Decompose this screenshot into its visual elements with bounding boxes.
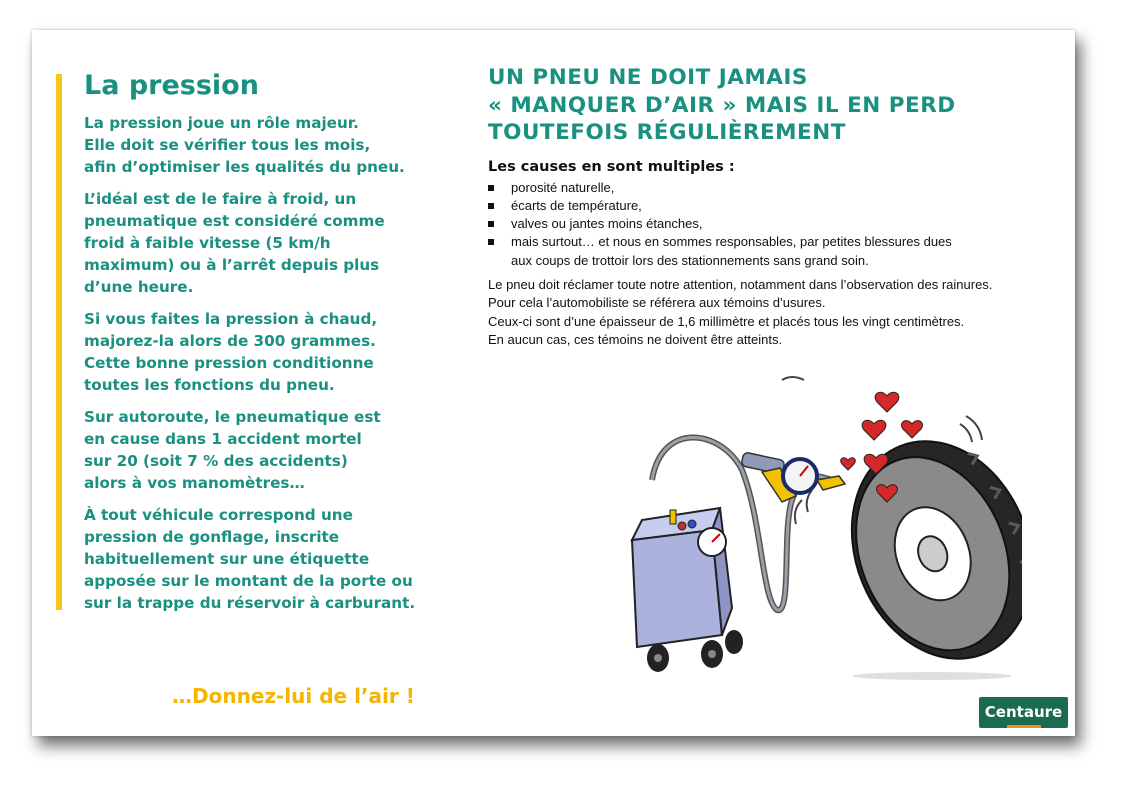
cause-line: mais surtout… et nous en sommes responsables, par petites blessures dues [511, 234, 952, 250]
right-title [488, 64, 1058, 147]
logo-stripe [1007, 725, 1041, 728]
cause-line: écarts de température, [511, 197, 642, 213]
paragraph-line: en cause dans 1 accident mortel [84, 430, 362, 448]
paragraph-line: alors à vos manomètres… [84, 474, 305, 492]
paragraph-line: froid à faible vitesse (5 km/h [84, 234, 331, 252]
body-line: Pour cela l’automobiliste se référera aux témoins d’usures. [488, 295, 826, 311]
paragraph-line: La pression joue un rôle majeur. [84, 114, 359, 132]
paragraph-line: sur 20 (soit 7 % des accidents) [84, 452, 348, 470]
cause-line: valves ou jantes moins étanches, [511, 216, 703, 232]
body-line: Ceux-ci sont d’une épaisseur de 1,6 millimètre et placés tous les vingt centimètres. [488, 313, 965, 329]
left-paragraph [84, 112, 424, 178]
title-line: TOUTEFOIS RÉGULIÈREMENT [488, 120, 846, 145]
left-paragraph [84, 188, 424, 298]
accent-bar [56, 74, 62, 610]
logo-text: Centaure [984, 703, 1063, 721]
cause-item [488, 179, 1058, 197]
body-line: Le pneu doit réclamer toute notre attention, notamment dans l’observation des rainures. [488, 276, 993, 292]
causes-list [488, 179, 1058, 270]
paragraph-line: toutes les fonctions du pneu. [84, 376, 335, 394]
bullet-icon [488, 203, 494, 209]
paragraph-line: majorez-la alors de 300 grammes. [84, 332, 376, 350]
paragraph-line: À tout véhicule correspond une [84, 506, 353, 524]
bullet-icon [488, 221, 494, 227]
pump-icon [632, 508, 743, 672]
left-paragraph [84, 308, 424, 396]
body-line: En aucun cas, ces témoins ne doivent être atteints. [488, 332, 783, 348]
body-text [488, 276, 1058, 350]
paragraph-line: sur la trappe du réservoir à carburant. [84, 594, 416, 612]
leaflet-page [32, 30, 1075, 736]
centaure-logo [979, 697, 1068, 728]
title-line: « MANQUER D’AIR » MAIS IL EN PERD [488, 92, 956, 118]
left-paragraph [84, 504, 424, 614]
paragraph-line: afin d’optimiser les qualités du pneu. [84, 158, 405, 176]
tire-icon [820, 414, 1022, 680]
paragraph-line: apposée sur le montant de la porte ou [84, 572, 413, 590]
paragraph-line: habituellement sur une étiquette [84, 550, 370, 568]
bullet-icon [488, 185, 494, 191]
left-paragraphs [84, 112, 424, 614]
cause-line: porosité naturelle, [511, 179, 615, 195]
cause-item [488, 233, 1058, 270]
bullet-icon [488, 239, 494, 245]
left-column [84, 70, 424, 624]
tagline: …Donnez-lui de l’air ! [172, 684, 415, 708]
tire-inflation-illustration [562, 360, 1022, 680]
left-title: La pression [84, 70, 259, 101]
paragraph-line: Cette bonne pression conditionne [84, 354, 374, 372]
paragraph-line: Si vous faites la pression à chaud, [84, 310, 378, 328]
paragraph-line: pression de gonflage, inscrite [84, 528, 340, 546]
paragraph-line: d’une heure. [84, 278, 194, 296]
paragraph-line: Elle doit se vérifier tous les mois, [84, 136, 371, 154]
left-paragraph [84, 406, 424, 494]
right-column [488, 64, 1058, 350]
cause-line: aux coups de trottoir lors des stationnements sans grand soin. [511, 252, 869, 268]
cause-item [488, 215, 1058, 233]
causes-heading: Les causes en sont multiples : [488, 158, 735, 175]
paragraph-line: maximum) ou à l’arrêt depuis plus [84, 256, 380, 274]
paragraph-line: L’idéal est de le faire à froid, un [84, 190, 357, 208]
title-line: UN PNEU NE DOIT JAMAIS [488, 65, 808, 90]
paragraph-line: pneumatique est considéré comme [84, 212, 385, 230]
paragraph-line: Sur autoroute, le pneumatique est [84, 408, 381, 426]
cause-item [488, 197, 1058, 215]
